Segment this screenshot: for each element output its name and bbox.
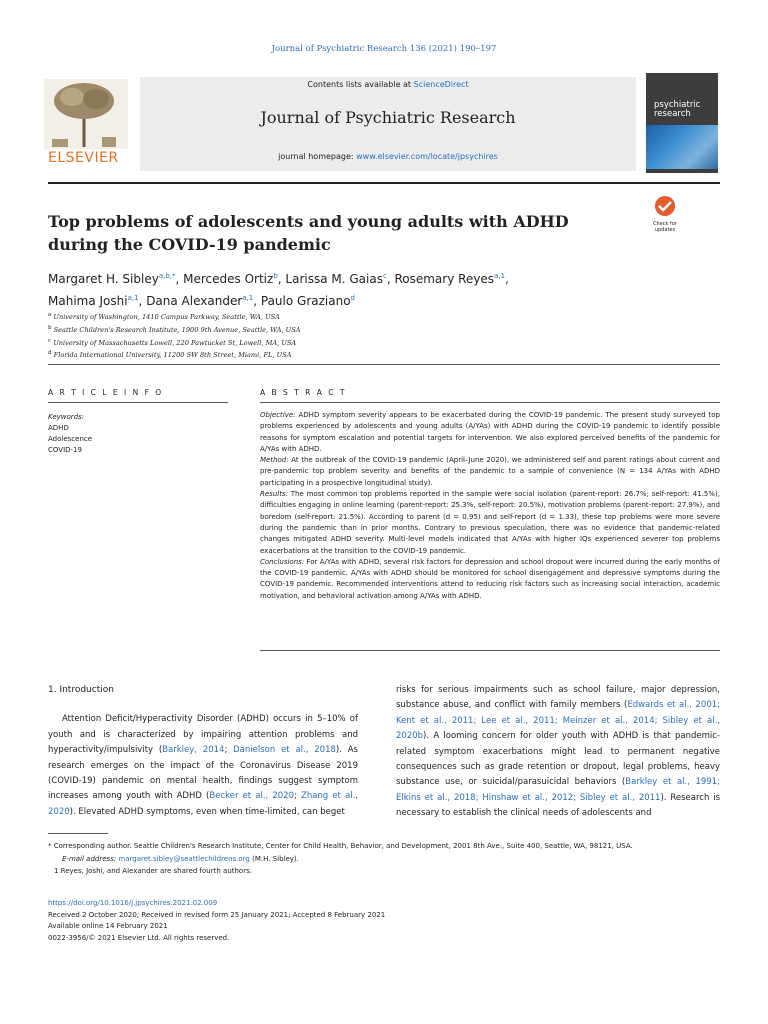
corresponding-author-note: * Corresponding author. Seattle Children's Research Institute, Center for Child Health, Behavior, and Development, 2001 8th Ave., Suite 400, Seattle, WA, 98121, USA.: [48, 842, 633, 850]
affiliation: $^c$ University of Massachusetts Lowell, 220 Pawtucket St, Lowell, MA, USA: [48, 337, 297, 347]
header-divider: [48, 182, 720, 184]
cover-image: [646, 125, 718, 169]
journal-cover-thumbnail[interactable]: [646, 73, 718, 173]
affiliations: [48, 310, 688, 361]
keyword: COVID-19: [48, 446, 82, 454]
citation-link[interactable]: Becker et al., 2020: [209, 791, 294, 802]
affiliation: $^b$ Seattle Children's Research Institute, 1900 9th Avenue, Seattle, WA, USA: [48, 324, 301, 334]
online-date: Available online 14 February 2021: [48, 922, 168, 930]
intro-column-right: risks for serious impairments such as school failure, major depression, substance abuse, and conflict with family members (Edwards et al., 2001; Kent et al., 2011; Lee et al., 2011; Meinzer et al., 2014; Sibley et al., 2020b). A looming concern for older youth with ADHD is that pandemic-related symptom exacerbations might lead to permanent negative consequences such as grade retention or dropout, legal problems, heavy substance use, or suicidal/parasuicidal behaviors (Barkley et al., 1991; Elkins et al., 2018; Hinshaw et al., 2012; Sibley et al., 2011). Research is necessary to establish the clinical needs of adolescents and: [396, 685, 720, 819]
footnote-rule: [48, 833, 108, 834]
intro-column-left: [48, 683, 358, 820]
check-for-updates-badge[interactable]: [646, 195, 684, 231]
author[interactable]: Larissa M. Gaias$^c$: [285, 272, 387, 286]
article-info-rule: [48, 402, 228, 403]
elsevier-wordmark: ELSEVIER: [48, 150, 119, 166]
copyright: 0022-3956/© 2021 Elsevier Ltd. All rights reserved.: [48, 933, 230, 942]
keyword: Adolescence: [48, 435, 93, 443]
author-list: Margaret H. Sibley$^{a,b,*}$, Mercedes Ortiz$^b$, Larissa M. Gaias$^c$, Rosemary Reyes$^{a,1}$, Mahima Joshi$^{a,1}$, Dana Alexander$^{a,1}$, Paulo Graziano$^d$: [48, 272, 509, 308]
homepage-link[interactable]: www.elsevier.com/locate/jpsychires: [356, 152, 498, 161]
author[interactable]: Mercedes Ortiz$^b$: [183, 272, 278, 286]
article-title: Top problems of adolescents and young adults with ADHD during the COVID-19 pandemic: [48, 212, 569, 254]
author[interactable]: Mahima Joshi$^{a,1}$: [48, 294, 139, 308]
journal-citation[interactable]: Journal of Psychiatric Research 136 (2021) 190–197: [271, 44, 497, 54]
shared-authorship-note: 1 Reyes, Joshi, and Alexander are shared fourth authors.: [54, 867, 252, 875]
homepage-line: [140, 152, 636, 161]
intro-paragraph: Attention Deficit/Hyperactivity Disorder (ADHD) occurs in 5–10% of youth and is characterized by impairing attention problems and hyperactivity/impulsivity (Barkley, 2014; Danielson et al., 2018). As research emerges on the impact of the Coronavirus Disease 2019 (COVID-19) pandemic on mental health, findings suggest symptom increases among youth with ADHD (Becker et al., 2020; Zhang et al., 2020). Elevated ADHD symptoms, even when time-limited, can beget: [48, 714, 358, 817]
abstract-heading: A B S T R A C T: [260, 388, 347, 397]
abstract-body: [260, 410, 720, 602]
abstract-bottom-rule: [260, 650, 720, 651]
citation-link[interactable]: Barkley, 2014: [162, 745, 225, 756]
author[interactable]: Margaret H. Sibley$^{a,b,*}$: [48, 272, 176, 286]
abstract-method: Method: At the outbreak of the COVID-19 pandemic (April–June 2020), we administered self and parent ratings about current and pre-pandemic top problem severity and benefits of the pandemic to a sample of convenience (N = 134 A/YAs with ADHD participating in a prospective longitudinal study).: [260, 456, 720, 487]
article-info-heading: A R T I C L E I N F O: [48, 388, 164, 397]
abstract-objective: Objective: ADHD symptom severity appears to be exacerbated during the COVID-19 pandemic. The present study surveyed top problems experienced by adolescents and young adults (A/YAs) with ADHD during the COVID-19 pandemic to identify possible reasons for symptom escalation and potential targets for intervention. We also explored perceived benefits of the pandemic for A/YAs with ADHD.: [260, 411, 720, 453]
publication-info: [48, 898, 720, 944]
email-link[interactable]: margaret.sibley@seattlechildrens.org: [118, 854, 250, 863]
contents-line: [140, 80, 636, 89]
badge-label: Check for updates: [653, 221, 677, 233]
author[interactable]: Dana Alexander$^{a,1}$: [146, 294, 254, 308]
citation-link[interactable]: Barkley et al., 1991; Elkins et al., 2018; Hinshaw et al., 2012; Sibley et al., 2011: [396, 777, 720, 803]
abstract-results: Results: The most common top problems reported in the sample were social isolation (parent-report: 26.7%; self-report: 41.5%), difficulties engaging in online learning (parent-report: 25.3%, self-report: 20.5%), motivation problems (parent-report: 27.9%), and boredom (self-report: 21.5%). According to parent (d = 0.95) and self-report (d = 1.33), these top problems were more severe during the pandemic than in prior months. Contrary to previous speculation, there was no evidence that pandemic-related changes mitigated ADHD severity. Multi-level models indicated that A/YAs with higher IQs experienced severer top problems exacerbations at the transition to the COVID-19 pandemic.: [260, 490, 720, 555]
check-updates-icon: [650, 195, 680, 217]
contents-prefix: Contents lists available at: [307, 80, 414, 89]
sciencedirect-link[interactable]: ScienceDirect: [413, 80, 469, 89]
intro-heading: 1. Introduction: [48, 685, 114, 695]
footnotes: [48, 840, 720, 878]
email-note: E-mail address: margaret.sibley@seattlechildrens.org (M.H. Sibley).: [62, 854, 299, 863]
affiliation: $^a$ University of Washington, 1410 Campus Parkway, Seattle, WA, USA: [48, 312, 280, 322]
journal-name: Journal of Psychiatric Research: [260, 108, 516, 127]
citation-link[interactable]: Edwards et al., 2001; Kent et al., 2011; Lee et al., 2011; Meinzer et al., 2014; Sibley et al., 2020b: [396, 700, 720, 742]
affiliation-divider: [48, 364, 720, 365]
abstract-conclusions: Conclusions: For A/YAs with ADHD, several risk factors for depression and school dropout were incurred during the early months of the COVID-19 pandemic. A/YAs with ADHD should be monitored for school disengagement and depressive symptoms during the COVID-19 pandemic. Recommended interventions attend to reducing risk factors such as increasing social interaction, academic motivation, and behavioral activation among A/YAs with ADHD.: [260, 557, 720, 600]
keywords-label: Keywords:: [48, 413, 85, 421]
author[interactable]: Rosemary Reyes$^{a,1}$: [394, 272, 506, 286]
abstract-rule: [260, 402, 720, 403]
author[interactable]: Paulo Graziano$^d$: [260, 294, 355, 308]
citation-link[interactable]: Zhang et al., 2020: [48, 791, 358, 817]
citation-link[interactable]: Danielson et al., 2018: [233, 745, 336, 756]
received-dates: Received 2 October 2020; Received in revised form 25 January 2021; Accepted 8 February 2021: [48, 910, 386, 919]
affiliation: $^d$ Florida International University, 11200 SW 8th Street, Miami, FL, USA: [48, 350, 292, 360]
keyword: ADHD: [48, 424, 69, 432]
keywords-block: [48, 412, 228, 456]
cover-title: psychiatric research: [654, 100, 701, 119]
doi-link[interactable]: https://doi.org/10.1016/j.jpsychires.2021.02.009: [48, 899, 218, 907]
homepage-prefix: journal homepage:: [278, 152, 357, 161]
